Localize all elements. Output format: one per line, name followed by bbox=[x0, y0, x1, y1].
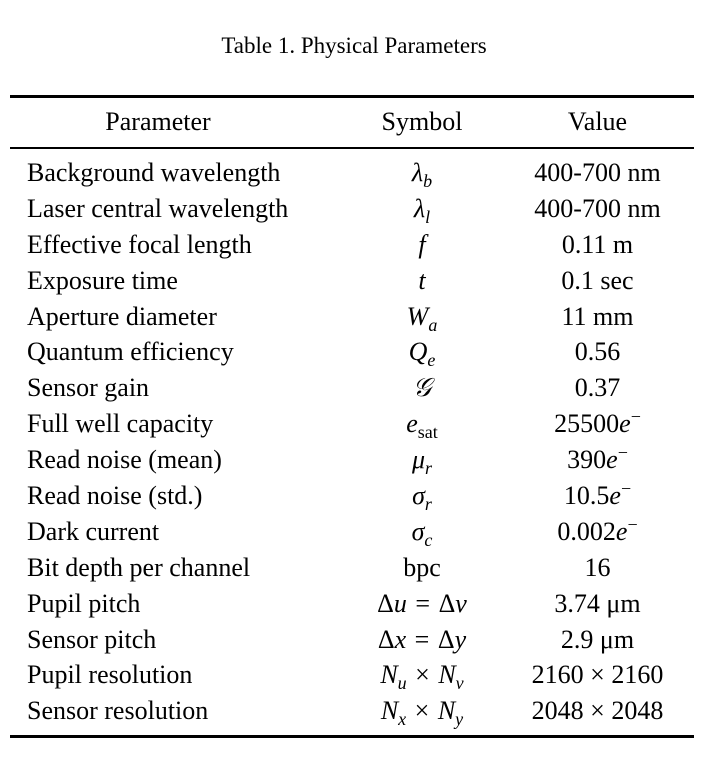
table-row bbox=[10, 586, 694, 622]
symbol-cell: $N_x \times N_y$ bbox=[380, 696, 464, 730]
value-cell: 2160 × 2160 bbox=[531, 660, 664, 690]
parameter-cell: Background wavelength bbox=[27, 158, 281, 187]
table-bottom-rule bbox=[10, 735, 694, 738]
parameter-cell: Exposure time bbox=[27, 265, 178, 295]
table-row bbox=[10, 406, 694, 442]
symbol-cell: $\lambda_l$ bbox=[413, 193, 431, 228]
parameter-cell: Effective focal length bbox=[27, 229, 252, 259]
header-parameter: Parameter bbox=[105, 107, 211, 136]
value-cell: 3.74 μm bbox=[554, 588, 641, 618]
value-cell: 0.37 bbox=[574, 373, 621, 403]
parameter-cell: Sensor gain bbox=[27, 373, 150, 403]
symbol-cell: $\sigma_r$ bbox=[412, 481, 432, 515]
value-cell: 10.5e− bbox=[563, 478, 632, 511]
symbol-cell: t bbox=[418, 265, 426, 295]
value-cell: 400-700 nm bbox=[534, 158, 661, 187]
value-cell: 2.9 μm bbox=[560, 624, 635, 654]
value-cell: 390e− bbox=[567, 442, 628, 475]
parameter-cell: Read noise (mean) bbox=[27, 445, 222, 475]
symbol-cell: $\sigma_c$ bbox=[411, 516, 433, 551]
table-row bbox=[10, 191, 694, 227]
value-cell: 2048 × 2048 bbox=[531, 696, 664, 726]
parameter-cell: Read noise (std.) bbox=[27, 481, 203, 511]
symbol-cell: bpc bbox=[403, 552, 441, 582]
parameter-cell: Dark current bbox=[27, 516, 160, 546]
table-row bbox=[10, 370, 694, 406]
value-cell: 0.11 m bbox=[561, 229, 634, 259]
table-row bbox=[10, 442, 694, 478]
table-row bbox=[10, 334, 694, 370]
symbol-cell: $\mu_r$ bbox=[411, 445, 433, 479]
symbol-cell: f bbox=[418, 229, 426, 259]
value-cell: 400-700 nm bbox=[534, 193, 661, 223]
value-cell: 0.002e− bbox=[557, 514, 638, 546]
parameter-cell: Bit depth per channel bbox=[27, 552, 251, 582]
parameter-cell: Laser central wavelength bbox=[27, 193, 289, 223]
parameter-cell: Quantum efficiency bbox=[27, 337, 234, 367]
symbol-cell: 𝒢 bbox=[412, 373, 432, 403]
parameter-cell: Pupil pitch bbox=[27, 588, 141, 618]
header-symbol: Symbol bbox=[381, 107, 463, 136]
value-cell: 16 bbox=[584, 552, 611, 582]
table-row bbox=[10, 622, 694, 658]
table-caption: Table 1. Physical Parameters bbox=[221, 33, 487, 58]
table-header-row bbox=[10, 104, 694, 140]
table-top-rule bbox=[10, 95, 694, 98]
symbol-cell: $N_u \times N_v$ bbox=[380, 660, 464, 694]
parameter-cell: Sensor pitch bbox=[27, 624, 157, 654]
parameter-cell: Aperture diameter bbox=[27, 301, 217, 331]
table-row bbox=[10, 657, 694, 693]
symbol-cell: Δu = Δv bbox=[377, 588, 467, 618]
symbol-cell: Δx = Δy bbox=[377, 624, 467, 654]
symbol-cell: $Q_e$ bbox=[408, 337, 436, 371]
table-row bbox=[10, 155, 694, 191]
table-header-rule bbox=[10, 147, 694, 149]
table-body bbox=[10, 155, 694, 729]
table-row bbox=[10, 514, 694, 550]
table-row bbox=[10, 299, 694, 335]
value-cell: 11 mm bbox=[561, 301, 634, 331]
symbol-cell: $W_a$ bbox=[406, 301, 438, 335]
symbol-cell: $\lambda_b$ bbox=[411, 158, 433, 192]
symbol-cell: $e_{sat}$ bbox=[406, 409, 438, 443]
parameter-cell: Pupil resolution bbox=[27, 660, 193, 690]
table-row bbox=[10, 227, 694, 263]
value-cell: 0.56 bbox=[574, 337, 621, 367]
table-row bbox=[10, 478, 694, 514]
table-row bbox=[10, 550, 694, 586]
table-row bbox=[10, 263, 694, 299]
parameter-cell: Full well capacity bbox=[27, 409, 214, 439]
header-value: Value bbox=[567, 107, 628, 136]
table-row bbox=[10, 693, 694, 729]
value-cell: 25500e− bbox=[554, 406, 641, 439]
value-cell: 0.1 sec bbox=[561, 265, 634, 295]
parameter-cell: Sensor resolution bbox=[27, 696, 209, 726]
